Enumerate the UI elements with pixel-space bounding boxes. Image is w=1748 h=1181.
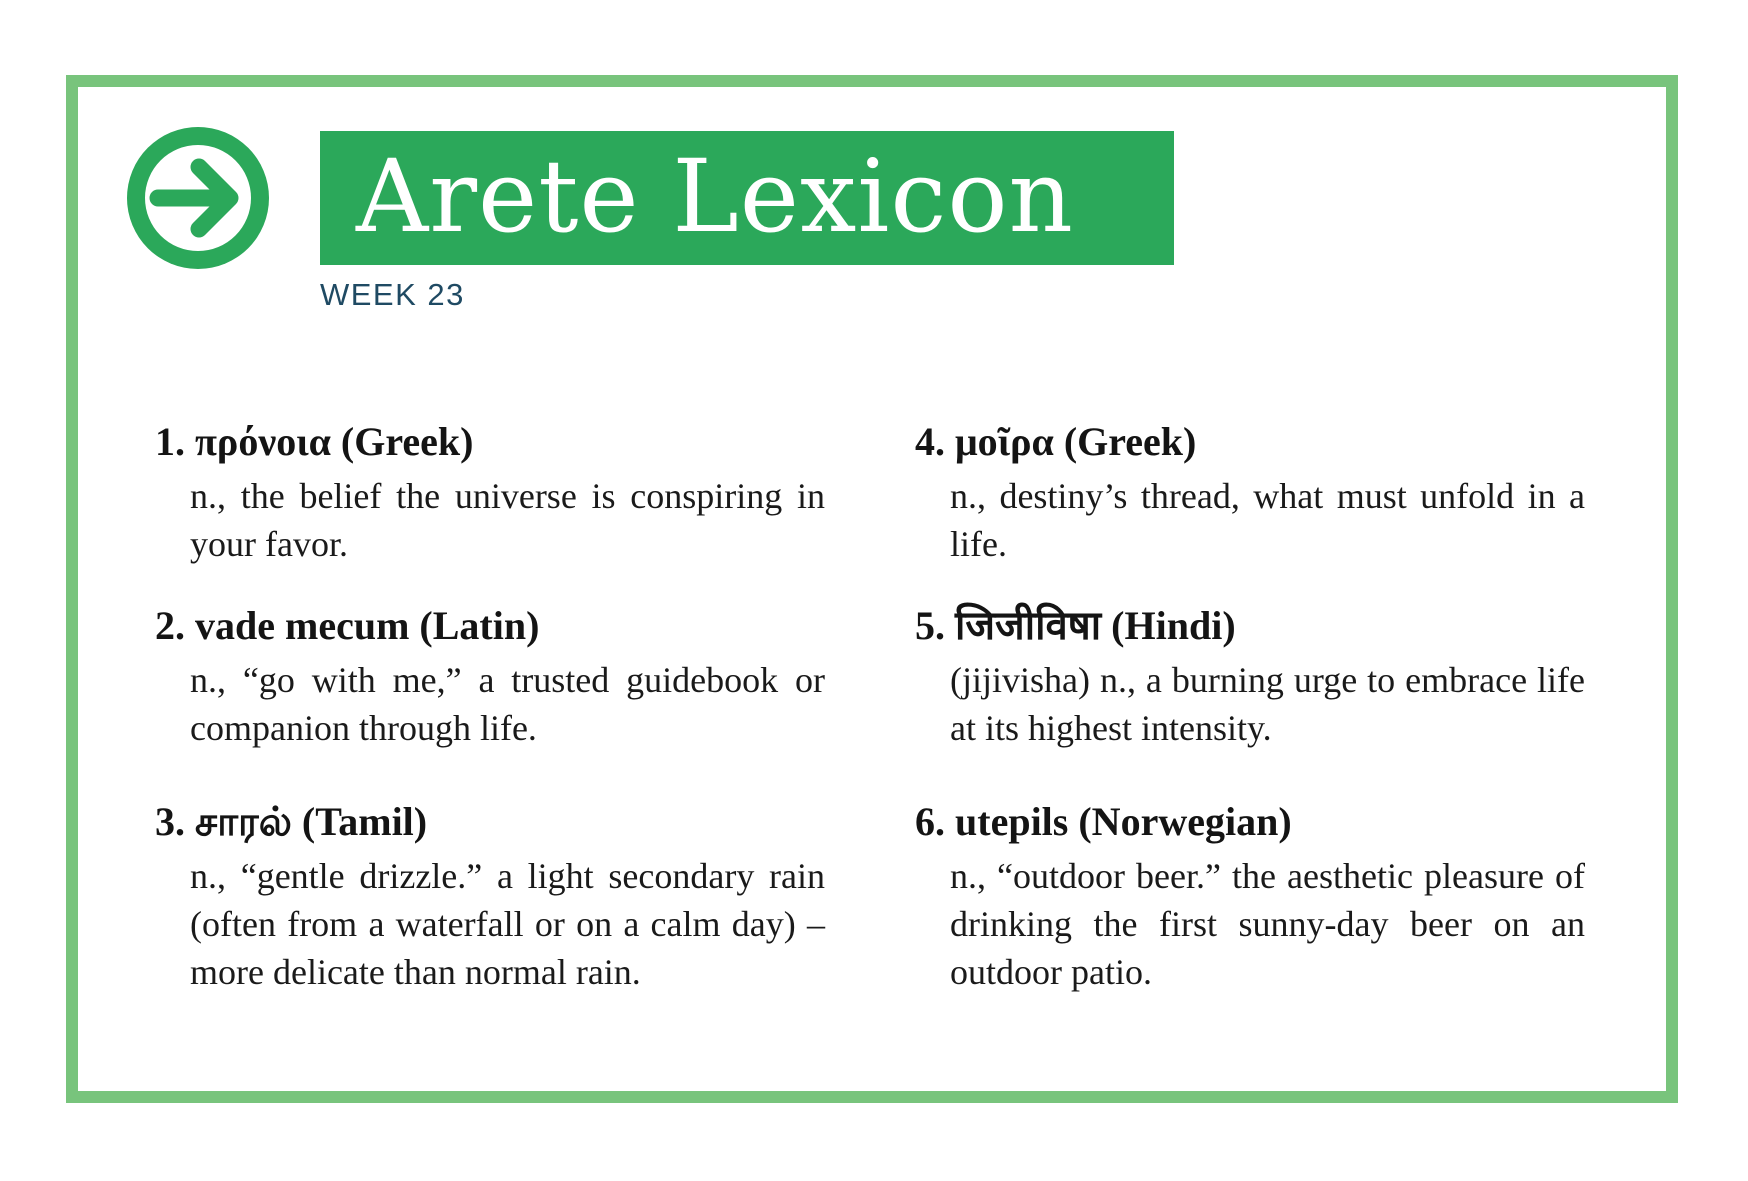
title-banner: [320, 131, 1174, 265]
lexicon-entry-2: [155, 602, 835, 752]
lexicon-entry-1: [155, 418, 835, 568]
entry-word: சாரல்: [195, 799, 292, 844]
entry-heading: [155, 418, 835, 466]
lexicon-entry-3: [155, 798, 835, 996]
entry-word: utepils: [955, 799, 1069, 844]
entry-language: (Greek): [340, 419, 474, 464]
entry-number: 5.: [915, 603, 945, 648]
lexicon-entry-5: [915, 602, 1595, 752]
week-label: WEEK 23: [320, 277, 465, 312]
entry-number: 4.: [915, 419, 945, 464]
entry-heading: [915, 418, 1595, 466]
arrow-right-circle-icon: [117, 117, 279, 279]
entry-number: 6.: [915, 799, 945, 844]
entry-number: 3.: [155, 799, 185, 844]
page-title: Arete Lexicon: [356, 138, 1074, 255]
entry-heading: [915, 602, 1595, 650]
lexicon-entry-4: [915, 418, 1595, 568]
entry-word: πρόνοια: [195, 419, 331, 464]
entry-definition: n., destiny’s thread, what must unfold in a life.: [950, 476, 1585, 564]
entry-definition: n., “go with me,” a trusted guidebook or companion through life.: [190, 660, 825, 748]
entry-definition: n., the belief the universe is conspiring in your favor.: [190, 476, 825, 564]
entry-heading: [155, 602, 835, 650]
entry-language: (Norwegian): [1078, 799, 1292, 844]
entry-language: (Greek): [1063, 419, 1197, 464]
entry-heading: [155, 798, 835, 846]
entry-definition: n., “outdoor beer.” the aesthetic pleasure of drinking the first sunny-day beer on an outdoor patio.: [950, 856, 1585, 992]
entry-word: μοῖρα: [955, 419, 1054, 464]
entry-number: 1.: [155, 419, 185, 464]
entry-language: (Latin): [419, 603, 540, 648]
lexicon-entry-6: [915, 798, 1595, 996]
entry-heading: [915, 798, 1595, 846]
entry-language: (Hindi): [1111, 603, 1236, 648]
entry-word: जिजीविषा: [955, 603, 1102, 648]
entry-language: (Tamil): [301, 799, 428, 844]
entry-number: 2.: [155, 603, 185, 648]
entry-definition: n., “gentle drizzle.” a light secondary rain (often from a waterfall or on a calm day) – more delicate than normal rain.: [190, 856, 825, 992]
entry-word: vade mecum: [195, 603, 410, 648]
entry-definition: (jijivisha) n., a burning urge to embrace life at its highest intensity.: [950, 660, 1585, 748]
